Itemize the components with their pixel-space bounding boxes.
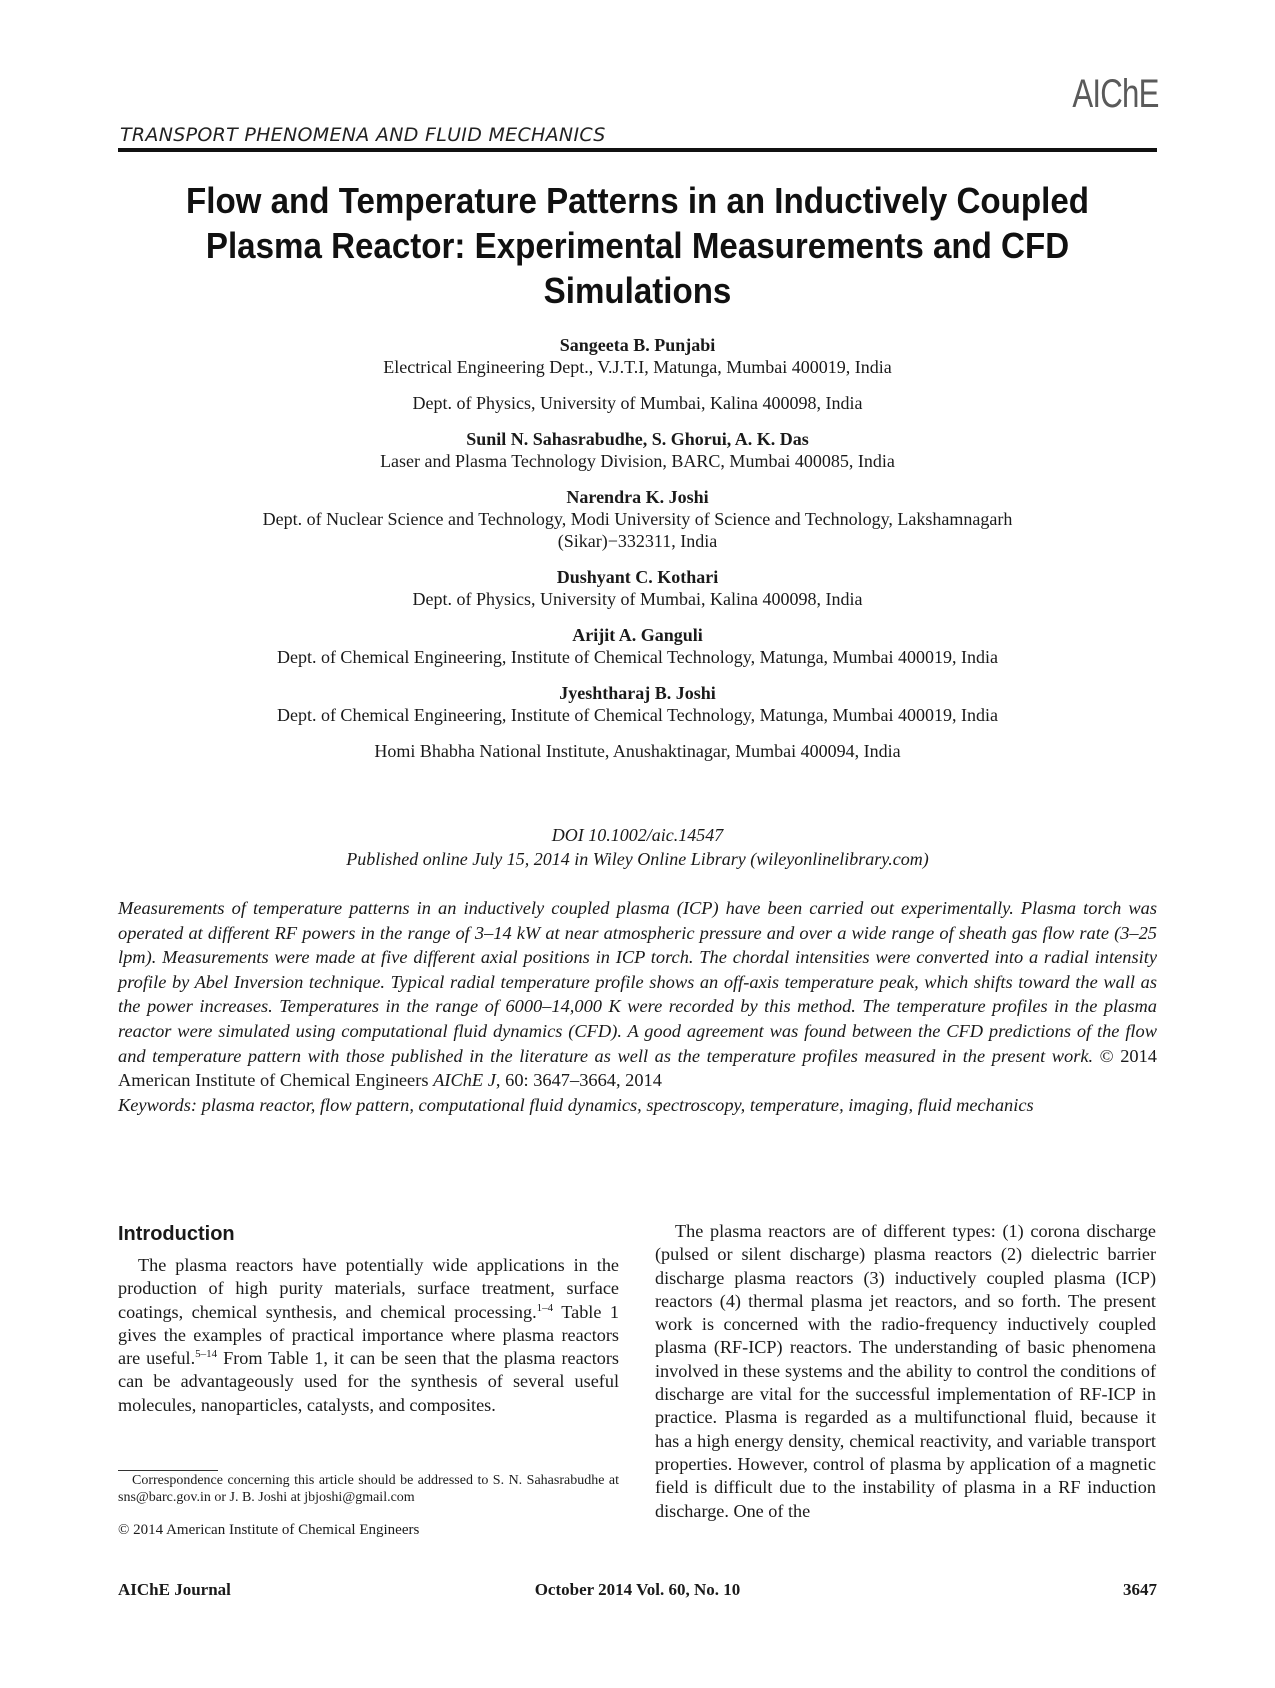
- article-title: [171, 178, 1105, 313]
- keywords: Keywords: plasma reactor, flow pattern, computational fluid dynamics, spectroscopy, temperature, imaging, fluid mechanics: [118, 1094, 1034, 1115]
- author-name: Narendra K. Joshi: [566, 487, 709, 507]
- author-name: Arijit A. Ganguli: [572, 625, 703, 645]
- paragraph: [118, 1254, 619, 1417]
- abstract-copyright: © 2014 American Institute of Chemical Engineers: [118, 1045, 1158, 1091]
- footer-issue: October 2014 Vol. 60, No. 10: [534, 1580, 741, 1599]
- author-name: Dushyant C. Kothari: [556, 567, 719, 587]
- author-name: Jyeshtharaj B. Joshi: [559, 683, 716, 703]
- publication-info: Published online July 15, 2014 in Wiley Online Library (wileyonlinelibrary.com): [346, 849, 929, 869]
- affiliation: Dept. of Physics, University of Mumbai, Kalina 400098, India: [412, 393, 863, 413]
- title-line: Plasma Reactor: Experimental Measurements and CFD: [205, 225, 1070, 266]
- citation-superscript: 1–4: [536, 1301, 554, 1314]
- author-name: Sangeeta B. Punjabi: [559, 335, 716, 355]
- section-heading: Introduction: [118, 1223, 235, 1245]
- copyright-notice: © 2014 American Institute of Chemical Engineers: [118, 1522, 420, 1538]
- footnote-rule: [118, 1470, 218, 1471]
- citation-superscript: 5–14: [195, 1348, 218, 1361]
- text-run: From Table 1, it can be seen that the plasma reactors can be advantageously used for the synthesis of several useful molecules, nanoparticles, catalysts, and composites.: [118, 1348, 620, 1415]
- author-group: [130, 428, 1145, 472]
- page-footer: [118, 1580, 1157, 1604]
- citation: , 60: 3647–3664, 2014: [495, 1070, 662, 1091]
- title-line: Flow and Temperature Patterns in an Inductively Coupled: [186, 180, 1089, 221]
- left-column: [118, 1222, 619, 1417]
- right-column: [655, 1220, 1156, 1523]
- journal-logo: AIChE: [1072, 72, 1159, 116]
- author-group: [130, 682, 1145, 762]
- abstract: [118, 896, 1157, 1117]
- affiliation: Electrical Engineering Dept., V.J.T.I, Matunga, Mumbai 400019, India: [383, 357, 892, 377]
- correspondence-footnote: Correspondence concerning this article should be addressed to S. N. Sahasrabudhe at sns@barc.gov.in or J. B. Joshi at jbjoshi@gmail.com: [118, 1473, 619, 1505]
- abstract-text: Measurements of temperature patterns in an inductively coupled plasma (ICP) have been carried out experimentally. Plasma torch was operated at different RF powers in the range of 3–14 kW at near atmospheric pressure and over a wide range of sheath gas flow rate (3–25 lpm). Measurements were made at five different axial positions in ICP torch. The chordal intensities were converted into a radial intensity profile by Abel Inversion technique. Typical radial temperature profile shows an off-axis temperature peak, which shifts toward the wall as the power increases. Temperatures in the range of 6000–14,000 K were recorded by this method. The temperature profiles in the plasma reactor were simulated using computational fluid dynamics (CFD). A good agreement was found between the CFD predictions of the flow and temperature pattern with those published in the literature as well as the temperature profiles measured in the present work.: [118, 898, 1157, 1066]
- affiliation: Laser and Plasma Technology Division, BARC, Mumbai 400085, India: [380, 451, 895, 471]
- footer-journal: AIChE Journal: [118, 1580, 231, 1599]
- author-group: [130, 486, 1145, 552]
- author-list: [130, 334, 1145, 776]
- author-name: Sunil N. Sahasrabudhe, S. Ghorui, A. K. Das: [466, 429, 809, 449]
- author-group: [130, 334, 1145, 414]
- affiliation: Dept. of Nuclear Science and Technology, Modi University of Science and Technology, Lakshamnagarh: [262, 509, 1013, 529]
- affiliation: Homi Bhabha National Institute, Anushaktinagar, Mumbai 400094, India: [374, 741, 901, 761]
- section-label: TRANSPORT PHENOMENA AND FLUID MECHANICS: [120, 124, 606, 146]
- affiliation: (Sikar)−332311, India: [557, 531, 718, 551]
- affiliation: Dept. of Physics, University of Mumbai, Kalina 400098, India: [412, 589, 863, 609]
- journal-abbreviation: AIChE J: [433, 1070, 496, 1091]
- doi-block: [130, 823, 1145, 871]
- paragraph: The plasma reactors are of different types: (1) corona discharge (pulsed or silent discharge) plasma reactors (2) dielectric barrier discharge plasma reactors (3) inductively coupled plasma (ICP) reactors (4) thermal plasma jet reactors, and so forth. The present work is concerned with the radio-frequency inductively coupled plasma (RF-ICP) reactors. The understanding of basic phenomena involved in these systems and the ability to control the conditions of discharge are vital for the successful implementation of RF-ICP in practice. Plasma is regarded as a multifunctional fluid, because it has a high energy density, chemical reactivity, and variable transport properties. However, control of plasma by application of a magnetic field is difficult due to the instability of plasma in a RF induction discharge. One of the: [655, 1221, 1156, 1521]
- author-group: [130, 624, 1145, 668]
- title-line: Simulations: [543, 270, 732, 311]
- affiliation: Dept. of Chemical Engineering, Institute of Chemical Technology, Matunga, Mumbai 400019, India: [276, 705, 999, 725]
- page-number: 3647: [1123, 1580, 1157, 1599]
- text-run: Table 1 gives the examples of practical importance where plasma reactors are useful.: [118, 1301, 619, 1369]
- author-group: [130, 566, 1145, 610]
- text-run: The plasma reactors have potentially wide applications in the production of high purity materials, surface treatment, surface coatings, chemical synthesis, and chemical processing.: [118, 1255, 619, 1322]
- doi: DOI 10.1002/aic.14547: [551, 825, 724, 845]
- affiliation: Dept. of Chemical Engineering, Institute of Chemical Technology, Matunga, Mumbai 400019, India: [276, 647, 999, 667]
- header-rule: [118, 148, 1157, 152]
